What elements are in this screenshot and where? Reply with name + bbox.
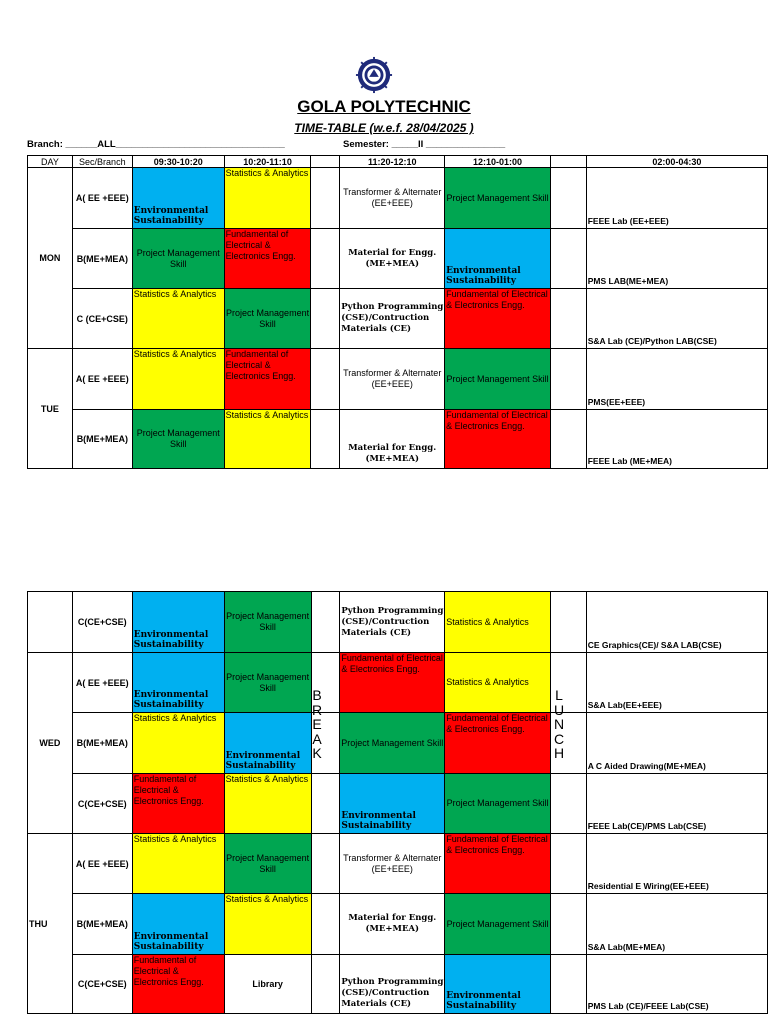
slot-cell: Project Management Skill	[132, 229, 224, 289]
lab-cell: FEEE Lab (ME+MEA)	[586, 410, 767, 469]
header-period-5: 02:00-04:30	[586, 156, 767, 168]
section-cell: A( EE +EEE)	[72, 168, 132, 229]
header-sec: Sec/Branch	[72, 156, 132, 168]
slot-cell: Fundamental of Electrical & Electronics Engg.	[445, 834, 551, 894]
timetable-part-1	[27, 155, 768, 469]
break-gap	[311, 774, 340, 834]
slot-cell: Environmental Sustainability	[132, 592, 224, 653]
slot-cell: Statistics & Analytics	[132, 713, 224, 774]
slot-cell: Python Programming (CSE)/Contruction Materials (CE)	[340, 592, 445, 653]
slot-cell: Project Management Skill	[340, 713, 445, 774]
lab-cell: S&A Lab (CE)/Python LAB(CSE)	[586, 289, 767, 349]
section-cell: B(ME+MEA)	[72, 410, 132, 469]
lab-cell: Residential E Wiring(EE+EEE)	[586, 834, 767, 894]
lunch-letter: N	[553, 716, 565, 732]
slot-cell: Statistics & Analytics	[132, 834, 224, 894]
break-gap	[311, 592, 340, 653]
break-gap	[311, 168, 340, 229]
lunch-gap	[550, 774, 586, 834]
break-gap	[311, 349, 340, 410]
lab-cell: S&A Lab(ME+MEA)	[586, 894, 767, 955]
branch-line: Branch: ______ALL________________________________	[27, 139, 285, 150]
header-period-4: 12:10-01:00	[445, 156, 551, 168]
break-gap	[311, 410, 340, 469]
break-letter: K	[312, 745, 322, 761]
slot-cell: Fundamental of Electrical & Electronics Engg.	[445, 410, 551, 469]
slot-cell: Transformer & Alternater (EE+EEE)	[340, 349, 445, 410]
slot-cell: Fundamental of Electrical & Electronics Engg.	[340, 653, 445, 713]
lab-cell: S&A Lab(EE+EEE)	[586, 653, 767, 713]
slot-cell: Project Management Skill	[224, 834, 311, 894]
day-wed: WED	[28, 653, 73, 834]
section-cell: C (CE+CSE)	[72, 289, 132, 349]
slot-cell: Project Management Skill	[445, 349, 551, 410]
lunch-letter: C	[553, 730, 565, 747]
slot-cell: Python Programming (CSE)/Contruction Materials (CE)	[340, 289, 445, 349]
lunch-gap	[550, 349, 586, 410]
break-gap	[311, 955, 340, 1014]
slot-cell: Material for Engg. (ME+MEA)	[340, 229, 445, 289]
semester-line: Semester: _____II _______________	[343, 139, 506, 150]
header-day: DAY	[28, 156, 73, 168]
slot-cell: Statistics & Analytics	[224, 168, 311, 229]
lab-cell: CE Graphics(CE)/ S&A LAB(CSE)	[586, 592, 767, 653]
lunch-letter: U	[553, 701, 565, 718]
day-tue: TUE	[28, 349, 73, 469]
slot-cell: Environmental Sustainability	[340, 774, 445, 834]
lab-cell: PMS(EE+EEE)	[586, 349, 767, 410]
break-label	[310, 688, 324, 761]
break-letter: B	[312, 687, 322, 703]
lunch-gap	[550, 592, 586, 653]
slot-cell: Fundamental of Electrical & Electronics Engg.	[445, 289, 551, 349]
lunch-gap	[550, 834, 586, 894]
slot-cell: Statistics & Analytics	[445, 592, 551, 653]
slot-cell: Fundamental of Electrical & Electronics Engg.	[132, 955, 224, 1014]
lunch-gap	[550, 955, 586, 1014]
slot-cell: Material for Engg. (ME+MEA)	[340, 894, 445, 955]
slot-cell: Environmental Sustainability	[445, 229, 551, 289]
day-thu: THU	[28, 834, 73, 1014]
slot-cell: Library	[224, 955, 311, 1014]
section-cell: C(CE+CSE)	[72, 592, 132, 653]
break-gap	[311, 894, 340, 955]
timetable-title: TIME-TABLE (w.e.f. 28/04/2025 )	[294, 121, 474, 135]
slot-cell: Environmental Sustainability	[132, 653, 224, 713]
header-period-3: 11:20-12:10	[340, 156, 445, 168]
break-gap	[311, 834, 340, 894]
section-cell: A( EE +EEE)	[72, 349, 132, 410]
slot-cell: Statistics & Analytics	[445, 653, 551, 713]
lab-cell: A C Aided Drawing(ME+MEA)	[586, 713, 767, 774]
section-cell: A( EE +EEE)	[72, 834, 132, 894]
slot-cell: Project Management Skill	[132, 410, 224, 469]
slot-cell: Python Programming (CSE)/Contruction Materials (CE)	[340, 955, 445, 1014]
slot-cell: Project Management Skill	[224, 289, 311, 349]
section-cell: B(ME+MEA)	[72, 713, 132, 774]
slot-cell: Project Management Skill	[445, 894, 551, 955]
slot-cell: Material for Engg. (ME+MEA)	[340, 410, 445, 469]
slot-cell: Fundamental of Electrical & Electronics Engg.	[224, 349, 311, 410]
slot-cell: Statistics & Analytics	[224, 894, 311, 955]
lunch-gap	[550, 410, 586, 469]
break-letter: A	[312, 730, 322, 747]
lunch-letter: H	[553, 745, 565, 761]
slot-cell: Environmental Sustainability	[224, 713, 311, 774]
header-lunch	[550, 156, 586, 168]
lunch-gap	[550, 289, 586, 349]
slot-cell: Fundamental of Electrical & Electronics Engg.	[132, 774, 224, 834]
lab-cell: FEEE Lab (EE+EEE)	[586, 168, 767, 229]
day-tue-cont	[28, 592, 73, 653]
slot-cell: Statistics & Analytics	[224, 410, 311, 469]
slot-cell: Transformer & Alternater (EE+EEE)	[340, 168, 445, 229]
slot-cell: Statistics & Analytics	[132, 289, 224, 349]
slot-cell: Project Management Skill	[445, 774, 551, 834]
section-cell: C(CE+CSE)	[72, 774, 132, 834]
lunch-label	[552, 688, 566, 761]
lab-cell: PMS Lab (CE)/FEEE Lab(CSE)	[586, 955, 767, 1014]
break-letter: R	[311, 701, 323, 718]
break-gap	[311, 289, 340, 349]
slot-cell: Fundamental of Electrical & Electronics Engg.	[445, 713, 551, 774]
section-cell: C(CE+CSE)	[72, 955, 132, 1014]
header-period-1: 09:30-10:20	[132, 156, 224, 168]
header-period-2: 10:20-11:10	[224, 156, 311, 168]
lunch-gap	[550, 168, 586, 229]
institution-title: GOLA POLYTECHNIC	[297, 97, 471, 116]
section-cell: A( EE +EEE)	[72, 653, 132, 713]
slot-cell: Project Management Skill	[224, 592, 311, 653]
slot-cell: Environmental Sustainability	[445, 955, 551, 1014]
slot-cell: Statistics & Analytics	[224, 774, 311, 834]
lab-cell: FEEE Lab(CE)/PMS Lab(CSE)	[586, 774, 767, 834]
lunch-gap	[550, 894, 586, 955]
break-letter: E	[312, 716, 322, 732]
day-mon: MON	[28, 168, 73, 349]
slot-cell: Project Management Skill	[445, 168, 551, 229]
section-cell: B(ME+MEA)	[72, 894, 132, 955]
header-break	[311, 156, 340, 168]
slot-cell: Environmental Sustainability	[132, 168, 224, 229]
slot-cell: Transformer & Alternater (EE+EEE)	[340, 834, 445, 894]
break-gap	[311, 229, 340, 289]
lunch-letter: L	[555, 687, 563, 703]
slot-cell: Fundamental of Electrical & Electronics Engg.	[224, 229, 311, 289]
lunch-gap	[550, 229, 586, 289]
section-cell: B(ME+MEA)	[72, 229, 132, 289]
slot-cell: Statistics & Analytics	[132, 349, 224, 410]
slot-cell: Environmental Sustainability	[132, 894, 224, 955]
timetable-part-2	[27, 591, 768, 1014]
lab-cell: PMS LAB(ME+MEA)	[586, 229, 767, 289]
slot-cell: Project Management Skill	[224, 653, 311, 713]
institution-logo-icon	[355, 56, 393, 94]
